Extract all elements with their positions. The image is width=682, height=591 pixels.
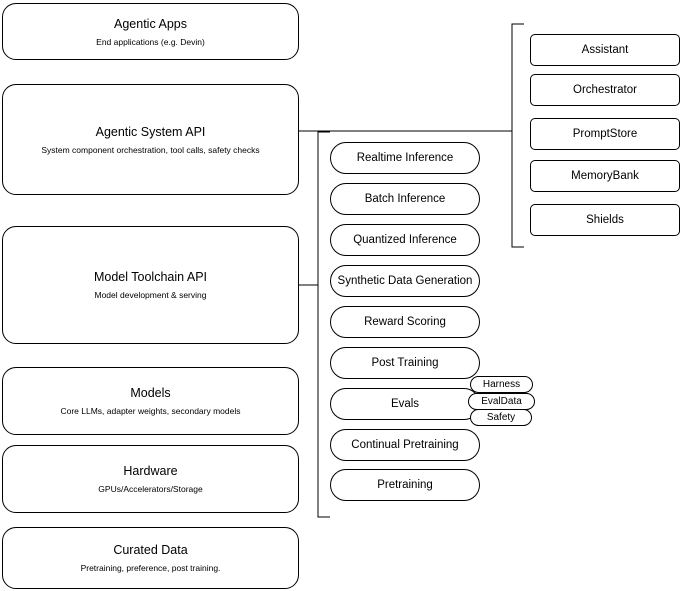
- layer-curated-data[interactable]: [2, 527, 299, 589]
- agentic-item-orchestrator[interactable]: [530, 74, 680, 106]
- agentic-item-shields[interactable]: [530, 204, 680, 236]
- layer-subtitle: GPUs/Accelerators/Storage: [98, 484, 203, 494]
- layer-title: Agentic System API: [95, 124, 206, 139]
- eval-pill-evaldata[interactable]: [468, 393, 535, 410]
- agentic-item-label: MemoryBank: [571, 170, 639, 182]
- toolchain-item-pretraining[interactable]: [330, 469, 480, 501]
- toolchain-item-evals[interactable]: [330, 388, 480, 420]
- agentic-item-label: Assistant: [581, 44, 629, 56]
- toolchain-item-reward-scoring[interactable]: [330, 306, 480, 338]
- toolchain-item-continual-pretraining[interactable]: [330, 429, 480, 461]
- layer-models[interactable]: [2, 367, 299, 435]
- toolchain-item-batch-inference[interactable]: [330, 183, 480, 215]
- toolchain-item-label: Synthetic Data Generation: [337, 275, 473, 287]
- agentic-item-memorybank[interactable]: [530, 160, 680, 192]
- toolchain-item-label: Evals: [390, 398, 420, 410]
- agentic-item-assistant[interactable]: [530, 34, 680, 66]
- layer-title: Hardware: [123, 464, 178, 478]
- toolchain-item-label: Realtime Inference: [356, 152, 454, 164]
- layer-title: Agentic Apps: [114, 16, 187, 31]
- eval-pill-label: Safety: [486, 412, 516, 423]
- layer-subtitle: System component orchestration, tool calls, safety checks: [41, 144, 260, 155]
- layer-subtitle: Pretraining, preference, post training.: [80, 563, 221, 573]
- eval-pill-label: Harness: [482, 379, 521, 390]
- agentic-item-label: Shields: [586, 214, 624, 226]
- toolchain-item-synthetic-data-generation[interactable]: [330, 265, 480, 297]
- toolchain-item-label: Quantized Inference: [353, 234, 457, 246]
- toolchain-item-label: Pretraining: [377, 479, 433, 491]
- layer-hardware[interactable]: [2, 445, 299, 513]
- agentic-item-label: Orchestrator: [573, 84, 637, 96]
- layer-title: Models: [130, 386, 171, 400]
- eval-pill-harness[interactable]: [470, 376, 533, 393]
- toolchain-item-quantized-inference[interactable]: [330, 224, 480, 256]
- toolchain-item-realtime-inference[interactable]: [330, 142, 480, 174]
- layer-agentic-apps[interactable]: [2, 3, 299, 60]
- agentic-item-label: PromptStore: [572, 128, 638, 140]
- toolchain-item-label: Continual Pretraining: [351, 439, 459, 451]
- eval-pill-label: EvalData: [481, 396, 522, 407]
- layer-model-toolchain-api[interactable]: [2, 226, 299, 344]
- layer-title: Curated Data: [113, 543, 188, 557]
- toolchain-item-post-training[interactable]: [330, 347, 480, 379]
- layer-title: Model Toolchain API: [93, 270, 208, 284]
- toolchain-item-label: Post Training: [371, 357, 439, 369]
- agentic-item-promptstore[interactable]: [530, 118, 680, 150]
- layer-subtitle: Core LLMs, adapter weights, secondary models: [60, 406, 241, 416]
- toolchain-item-label: Batch Inference: [364, 193, 446, 205]
- layer-agentic-system-api[interactable]: [2, 84, 299, 195]
- toolchain-item-label: Reward Scoring: [364, 316, 446, 328]
- layer-subtitle: Model development & serving: [94, 290, 207, 300]
- layer-subtitle: End applications (e.g. Devin): [96, 36, 205, 47]
- eval-pill-safety[interactable]: [470, 409, 532, 426]
